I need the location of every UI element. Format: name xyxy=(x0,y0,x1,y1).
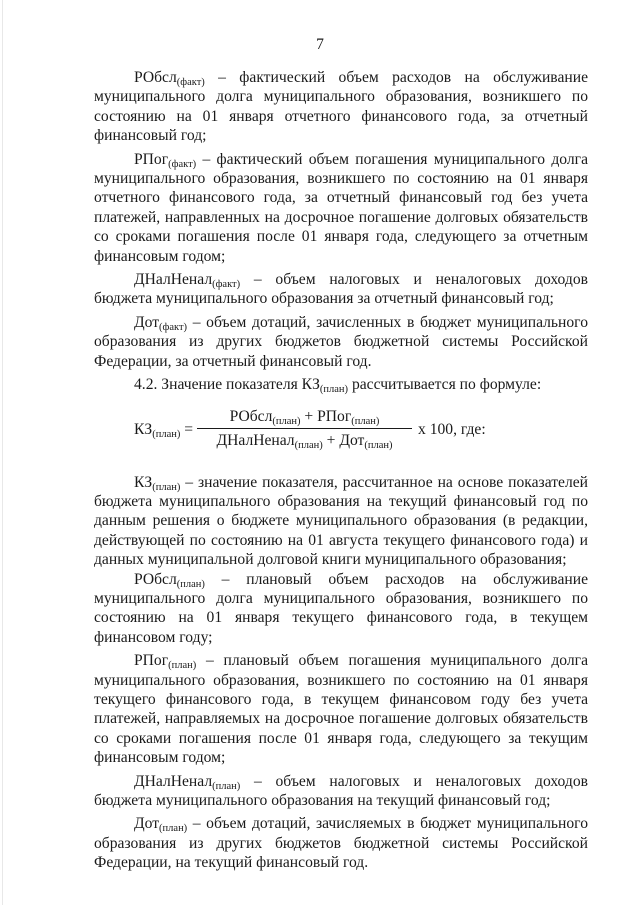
symbol: РПог xyxy=(317,407,352,425)
page-number: 7 xyxy=(316,36,324,53)
definition-rpog-plan xyxy=(94,651,588,767)
symbol: Дот xyxy=(134,815,160,833)
subscript: (план) xyxy=(159,823,188,835)
symbol: РОбсл xyxy=(134,69,177,86)
definition-dot-fact xyxy=(94,313,588,371)
symbol: РПог xyxy=(134,150,169,168)
symbol: ДНалНенал xyxy=(216,431,295,449)
formula xyxy=(94,407,588,459)
subscript: (план) xyxy=(351,415,380,427)
definition-dnalnenal-fact xyxy=(94,270,588,309)
subscript: (план) xyxy=(319,384,349,396)
definition-text: – плановый объем расходов на обслуживание муниципального долга муниципального образования, возникшего по состоянию на 01 января текущего финансового года, в текущем финансовом году; xyxy=(94,570,588,646)
subscript: (план) xyxy=(152,481,181,493)
subscript: (факт) xyxy=(176,77,205,88)
definition-text: – объем налоговых и неналоговых доходов бюджета муниципального образования за отчетный финансовый год; xyxy=(94,271,588,308)
formula-equals: = xyxy=(180,420,194,438)
definition-text: – объем дотаций, зачисленных в бюджет муниципального образования из других бюджетов бюджетной системы Российской Федерации, за отчетный финансовый год. xyxy=(94,313,588,370)
definition-text: – плановый объем погашения муниципального долга муниципального образования, возникшего по состоянию на 01 января текущего финансового года, в текущем финансовом году без учета платежей, направляемых на досрочное погашение долговых обязательств со сроками погашения после 01 января года, следующего за текущим финансовым годом; xyxy=(94,652,588,767)
definition-text: – фактический объем погашения муниципального долга муниципального образования, возникшего по состоянию на 01 января отчетного финансового года, за отчетный финансовый год без учета платежей, направленных на досрочное погашение долговых обязательств со сроками погашения после 01 января года, следующего за отчетным финансовым годом; xyxy=(94,150,588,265)
subscript: (факт) xyxy=(159,321,188,333)
subscript: (план) xyxy=(272,415,301,427)
definition-kz-plan xyxy=(94,473,588,570)
definition-dnalnenal-plan xyxy=(94,772,588,811)
formula-denominator xyxy=(197,429,412,450)
section-lead: 4.2. Значение показателя КЗ xyxy=(134,376,320,394)
formula-lhs-symbol: КЗ xyxy=(134,420,153,438)
symbol: ДНалНенал xyxy=(134,271,213,289)
definition-text: – фактический объем расходов на обслуживание муниципального долга муниципального образования, возникшего по состоянию на 01 января отчетного финансового года, за отчетный финансовый год; xyxy=(94,69,588,145)
symbol: РПог xyxy=(134,652,169,670)
symbol: РОбсл xyxy=(134,570,177,588)
symbol: Дот xyxy=(339,431,365,449)
definition-text: – значение показателя, рассчитанное на основе показателей бюджета муниципального образования на текущий финансовый год по данным решения о бюджете муниципального образования (в редакции, действующей по состоянию на 01 августа текущего финансового года) и данных муниципальной долговой книги муниципального образования; xyxy=(94,473,588,569)
subscript: (факт) xyxy=(168,158,197,170)
definition-dot-plan xyxy=(94,814,588,872)
formula-numerator xyxy=(197,407,412,429)
plus-sign: + xyxy=(300,407,318,425)
subscript: (план) xyxy=(168,660,197,672)
definition-text: – объем налоговых и неналоговых доходов бюджета муниципального образования на текущий финансовый год; xyxy=(94,772,588,809)
formula-tail: x 100, где: xyxy=(418,420,486,438)
definition-robsl-plan xyxy=(94,570,588,648)
plus-sign: + xyxy=(322,431,340,449)
document-body xyxy=(94,68,588,873)
section-tail: рассчитывается по формуле: xyxy=(348,376,542,394)
definition-rpog-fact xyxy=(94,150,588,266)
subscript: (факт) xyxy=(212,279,241,291)
subscript: (план) xyxy=(212,780,241,792)
formula-fraction xyxy=(197,407,412,451)
definition-text: – объем дотаций, зачисляемых в бюджет муниципального образования из других бюджетов бюджетной системы Российской Федерации, на текущий финансовый год. xyxy=(94,815,588,872)
subscript: (план) xyxy=(152,428,181,440)
symbol: КЗ xyxy=(134,473,153,491)
section-4-2-heading xyxy=(94,375,588,394)
subscript: (план) xyxy=(176,578,205,590)
symbol: ДНалНенал xyxy=(134,772,213,790)
definition-robsl-fact xyxy=(94,68,588,146)
formula-lhs xyxy=(134,420,193,439)
subscript: (план) xyxy=(294,439,323,451)
page-edge-line xyxy=(2,0,3,905)
symbol: Дот xyxy=(134,313,160,331)
symbol: РОбсл xyxy=(229,407,273,425)
subscript: (план) xyxy=(364,439,393,451)
